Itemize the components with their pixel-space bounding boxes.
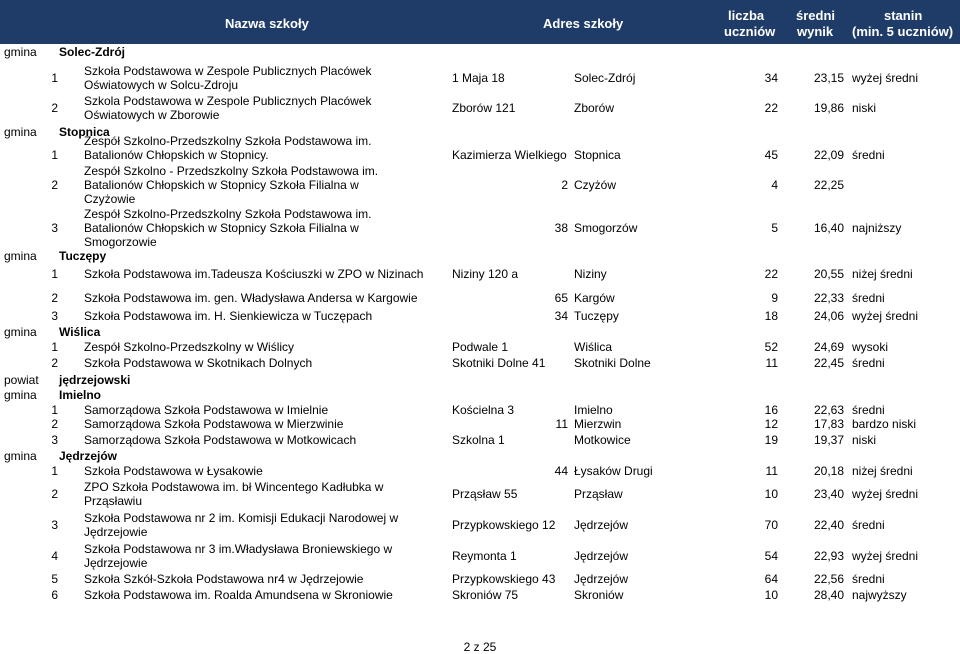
students-count: 16 <box>764 403 778 417</box>
school-name: Szkoła Podstawowa w Zespole Publicznych Placówek Oświatowych w Solcu-Zdroju <box>84 64 372 92</box>
school-name: Szkoła Podstawowa w Łysakowie <box>84 464 263 478</box>
average-score: 20,18 <box>814 464 845 478</box>
unit-type-label: gmina <box>4 388 37 402</box>
house-number: 38 <box>554 221 568 235</box>
stanine-label: wyżej średni <box>852 309 919 323</box>
unit-type-label: gmina <box>4 249 37 263</box>
students-count: 34 <box>764 71 778 85</box>
unit-type-label: gmina <box>4 449 37 463</box>
students-count: 11 <box>765 356 778 370</box>
town: Czyżów <box>574 178 617 192</box>
stanine-label: średni <box>852 291 885 305</box>
students-count: 5 <box>771 221 778 235</box>
students-count: 22 <box>764 267 778 281</box>
school-name: Zespół Szkolno-Przedszkolny Szkoła Podstawowa im. Batalionów Chłopskich w Stopnicy. <box>84 134 372 162</box>
row-number: 1 <box>51 464 58 478</box>
average-score: 19,86 <box>814 101 845 115</box>
row-number: 1 <box>51 340 58 354</box>
row-number: 6 <box>51 588 58 602</box>
house-number: 11 <box>555 417 568 431</box>
stanine-label: niski <box>852 101 877 115</box>
row-number: 3 <box>51 433 58 447</box>
street: Szkolna 1 <box>452 433 505 447</box>
town: Zborów <box>574 101 615 115</box>
town: Skroniów <box>574 588 624 602</box>
row-number: 1 <box>51 71 58 85</box>
average-score: 22,93 <box>814 549 845 563</box>
school-name: Szkoła Podstawowa im. Roalda Amundsena w Skroniowie <box>84 588 393 602</box>
town: Tuczępy <box>574 309 619 323</box>
school-name: Szkoła Szkół-Szkoła Podstawowa nr4 w Jędrzejowie <box>84 572 364 586</box>
school-name: Szkoła Podstawowa nr 3 im.Władysława Broniewskiego w Jędrzejowie <box>84 542 393 570</box>
students-count: 9 <box>771 291 778 305</box>
students-count: 45 <box>764 148 778 162</box>
stanine-label: niżej średni <box>852 267 913 281</box>
unit-name-label: Imielno <box>59 388 102 402</box>
average-score: 23,15 <box>814 71 845 85</box>
row-number: 2 <box>51 291 58 305</box>
students-count: 12 <box>764 417 778 431</box>
street: Reymonta 1 <box>452 549 517 563</box>
stanine-label: najniższy <box>852 221 902 235</box>
school-name: Zespół Szkolno-Przedszkolny Szkoła Podstawowa im. Batalionów Chłopskich w Stopnicy Szkoła Filialna w Smogorzowie <box>84 207 372 249</box>
town: Imielno <box>574 403 613 417</box>
town: Motkowice <box>574 433 631 447</box>
row-number: 2 <box>51 178 58 192</box>
street: Skroniów 75 <box>452 588 519 602</box>
stanine-label: najwyższy <box>852 588 907 602</box>
school-name: ZPO Szkoła Podstawowa im. bł Wincentego Kadłubka w Prząsławiu <box>84 480 384 508</box>
town: Prząsław <box>574 487 623 501</box>
school-name: Samorządowa Szkoła Podstawowa w Motkowicach <box>84 433 357 447</box>
students-count: 64 <box>764 572 778 586</box>
school-name: Szkoła Podstawowa im. H. Sienkiewicza w Tuczępach <box>84 309 373 323</box>
town: Solec-Zdrój <box>574 71 636 85</box>
average-score: 22,40 <box>814 518 845 532</box>
town: Jędrzejów <box>574 518 629 532</box>
row-number: 3 <box>51 221 58 235</box>
students-count: 11 <box>765 464 778 478</box>
students-count: 22 <box>764 101 778 115</box>
average-score: 23,40 <box>814 487 845 501</box>
header-students-line1: liczba <box>728 8 765 23</box>
header-avg-line2: wynik <box>797 24 834 39</box>
row-number: 3 <box>51 309 58 323</box>
house-number: 44 <box>554 464 568 478</box>
average-score: 22,45 <box>814 356 845 370</box>
street: Przypkowskiego 43 <box>452 572 556 586</box>
header-stanine-line2: (min. 5 uczniów) <box>852 24 954 39</box>
row-number: 2 <box>51 356 58 370</box>
house-number: 2 <box>561 178 568 192</box>
town: Niziny <box>574 267 607 281</box>
unit-name-label: jędrzejowski <box>59 373 131 387</box>
house-number: 34 <box>554 309 568 323</box>
average-score: 22,33 <box>814 291 845 305</box>
street: Niziny 120 a <box>452 267 519 281</box>
town: Jędrzejów <box>574 549 629 563</box>
unit-name-label: Solec-Zdrój <box>59 45 126 59</box>
unit-name-label: Wiślica <box>59 325 101 339</box>
street: Podwale 1 <box>452 340 509 354</box>
unit-type-label: gmina <box>4 125 37 139</box>
average-score: 24,06 <box>814 309 845 323</box>
street: Przypkowskiego 12 <box>452 518 556 532</box>
stanine-label: średni <box>852 518 885 532</box>
unit-type-label: powiat <box>4 373 39 387</box>
row-number: 1 <box>51 403 58 417</box>
town: Łysaków Drugi <box>574 464 653 478</box>
stanine-label: niski <box>852 433 877 447</box>
average-score: 24,69 <box>814 340 845 354</box>
average-score: 22,56 <box>814 572 845 586</box>
average-score: 20,55 <box>814 267 845 281</box>
average-score: 19,37 <box>814 433 845 447</box>
row-number: 2 <box>51 101 58 115</box>
header-students-line2: uczniów <box>724 24 776 39</box>
stanine-label: wyżej średni <box>852 71 919 85</box>
row-number: 5 <box>51 572 58 586</box>
row-number: 2 <box>51 487 58 501</box>
house-number: 65 <box>554 291 568 305</box>
students-count: 18 <box>764 309 778 323</box>
school-name: Szkoła Podstawowa w Skotnikach Dolnych <box>84 356 313 370</box>
header-school-name: Nazwa szkoły <box>225 16 309 31</box>
town: Stopnica <box>574 148 621 162</box>
town: Kargów <box>574 291 615 305</box>
average-score: 22,63 <box>814 403 845 417</box>
street: Skotniki Dolne 41 <box>452 356 546 370</box>
school-name: Zespół Szkolno-Przedszkolny w Wiślicy <box>84 340 295 354</box>
page-number: 2 z 25 <box>463 640 497 654</box>
row-number: 4 <box>51 549 58 563</box>
stanine-label: średni <box>852 356 885 370</box>
students-count: 10 <box>764 588 778 602</box>
stanine-label: niżej średni <box>852 464 913 478</box>
stanine-label: wyżej średni <box>852 487 919 501</box>
students-count: 54 <box>764 549 778 563</box>
stanine-label: wyżej średni <box>852 549 919 563</box>
school-name: Samorządowa Szkoła Podstawowa w Mierzwinie <box>84 417 344 431</box>
row-number: 3 <box>51 518 58 532</box>
stanine-label: średni <box>852 148 885 162</box>
school-name: Samorządowa Szkoła Podstawowa w Imielnie <box>84 403 329 417</box>
school-name: Zespół Szkolno - Przedszkolny Szkoła Podstawowa im. Batalionów Chłopskich w Stopnicy Szkoła Filialna w Czyżowie <box>84 164 379 206</box>
students-count: 4 <box>771 178 778 192</box>
street: Prząsław 55 <box>452 487 518 501</box>
header-stanine-line1: stanin <box>884 8 923 23</box>
header-avg-line1: średni <box>796 8 836 23</box>
school-name: Szkoła Podstawowa im.Tadeusza Kościuszki w ZPO w Nizinach <box>84 267 424 281</box>
average-score: 22,25 <box>814 178 845 192</box>
town: Skotniki Dolne <box>574 356 651 370</box>
stanine-label: bardzo niski <box>852 417 917 431</box>
students-count: 19 <box>764 433 778 447</box>
row-number: 1 <box>51 267 58 281</box>
street: Kościelna 3 <box>452 403 515 417</box>
stanine-label: średni <box>852 403 885 417</box>
average-score: 22,09 <box>814 148 845 162</box>
town: Wiślica <box>574 340 612 354</box>
students-count: 10 <box>764 487 778 501</box>
row-number: 1 <box>51 148 58 162</box>
students-count: 52 <box>764 340 778 354</box>
school-name: Szkola Podstawowa w Zespole Publicznych Placówek Oświatowych w Zborowie <box>84 94 372 122</box>
street: Zborów 121 <box>452 101 516 115</box>
average-score: 17,83 <box>814 417 845 431</box>
town: Jędrzejów <box>574 572 629 586</box>
stanine-label: średni <box>852 572 885 586</box>
unit-type-label: gmina <box>4 45 37 59</box>
average-score: 28,40 <box>814 588 845 602</box>
town: Smogorzów <box>574 221 638 235</box>
unit-type-label: gmina <box>4 325 37 339</box>
street: 1 Maja 18 <box>452 71 505 85</box>
unit-name-label: Stopnica <box>59 125 110 139</box>
school-name: Szkoła Podstawowa nr 2 im. Komisji Edukacji Narodowej w Jędrzejowie <box>84 511 399 539</box>
unit-name-label: Tuczępy <box>59 249 107 263</box>
school-name: Szkoła Podstawowa im. gen. Władysława Andersa w Kargowie <box>84 291 418 305</box>
stanine-label: wysoki <box>852 340 889 354</box>
average-score: 16,40 <box>814 221 845 235</box>
header-address: Adres szkoły <box>543 16 624 31</box>
unit-name-label: Jędrzejów <box>59 449 118 463</box>
street: Kazimierza Wielkiego <box>452 148 567 162</box>
students-count: 70 <box>764 518 778 532</box>
town: Mierzwin <box>574 417 622 431</box>
row-number: 2 <box>51 417 58 431</box>
